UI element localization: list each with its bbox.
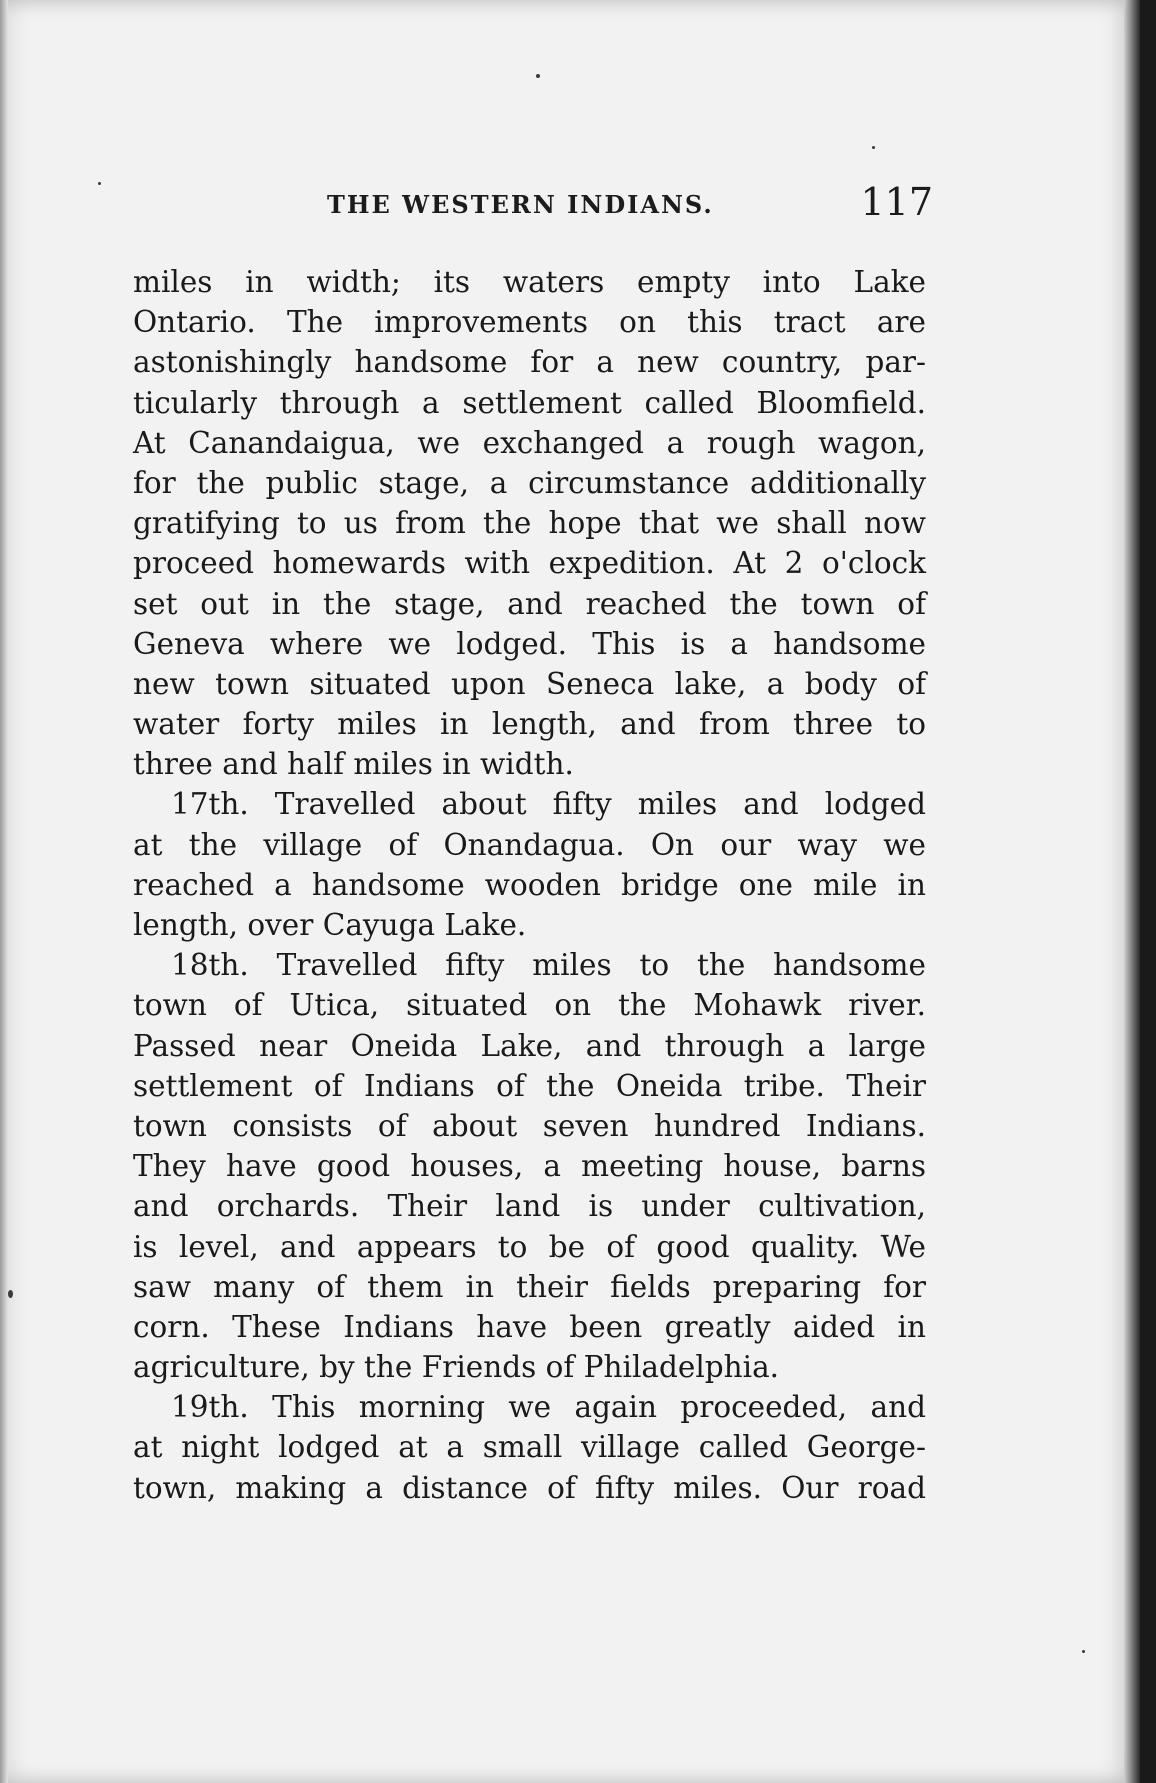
text-line: miles in width; its waters empty into Lake bbox=[133, 265, 926, 299]
paper-speck bbox=[1082, 1650, 1085, 1653]
text-line: Geneva where we lodged. This is a handsome bbox=[133, 626, 926, 661]
text-line: settlement of Indians of the Oneida tribe. Their bbox=[133, 1068, 926, 1103]
text-line: town consists of about seven hundred Indians. bbox=[133, 1108, 926, 1143]
paragraph-start-line: 17th. Travelled about fifty miles and lodged bbox=[171, 787, 926, 822]
text-line: saw many of them in their fields preparing for bbox=[133, 1269, 926, 1304]
text-line: astonishingly handsome for a new country, par- bbox=[133, 345, 926, 380]
text-line: At Canandaigua, we exchanged a rough wagon, bbox=[133, 425, 926, 460]
paragraph-end-line: three and half miles in width. bbox=[133, 747, 574, 782]
paper-speck bbox=[98, 182, 101, 185]
text-line: ticularly through a settlement called Bloomfield. bbox=[133, 385, 926, 420]
text-line: gratifying to us from the hope that we shall now bbox=[133, 506, 926, 541]
text-line: water forty miles in length, and from three to bbox=[133, 707, 926, 742]
text-line: set out in the stage, and reached the town of bbox=[133, 586, 926, 621]
page-edge-shadow bbox=[1124, 0, 1140, 1783]
paper-speck bbox=[8, 1290, 13, 1298]
text-line: at the village of Onandagua. On our way we bbox=[133, 827, 926, 862]
text-line: Ontario. The improvements on this tract are bbox=[133, 305, 926, 340]
running-head bbox=[133, 180, 933, 226]
paper-speck bbox=[536, 74, 540, 78]
text-line: proceed homewards with expedition. At 2 o'clock bbox=[133, 546, 926, 581]
text-line: at night lodged at a small village called George- bbox=[133, 1430, 926, 1465]
text-line: Passed near Oneida Lake, and through a large bbox=[133, 1028, 926, 1063]
text-line: for the public stage, a circumstance additionally bbox=[133, 465, 926, 500]
text-line: town, making a distance of fifty miles. Our road bbox=[133, 1470, 926, 1505]
paragraph-end-line: agriculture, by the Friends of Philadelphia. bbox=[133, 1350, 780, 1385]
running-title: THE WESTERN INDIANS. bbox=[327, 190, 714, 219]
paragraph-end-line: length, over Cayuga Lake. bbox=[133, 908, 527, 942]
paragraph-start-line: 18th. Travelled fifty miles to the handsome bbox=[171, 948, 926, 983]
text-line: They have good houses, a meeting house, barns bbox=[133, 1149, 926, 1184]
text-line: reached a handsome wooden bridge one mile in bbox=[133, 867, 926, 902]
text-line: is level, and appears to be of good quality. We bbox=[133, 1229, 926, 1264]
paragraph-start-line: 19th. This morning we again proceeded, and bbox=[171, 1390, 926, 1425]
paper-speck bbox=[872, 146, 875, 149]
text-line: corn. These Indians have been greatly aided in bbox=[133, 1309, 926, 1344]
body-text bbox=[133, 262, 926, 1508]
page-gutter bbox=[0, 0, 8, 1783]
text-line: town of Utica, situated on the Mohawk river. bbox=[133, 988, 926, 1023]
text-line: and orchards. Their land is under cultivation, bbox=[133, 1189, 926, 1224]
page-number: 117 bbox=[860, 180, 933, 224]
text-line: new town situated upon Seneca lake, a body of bbox=[133, 666, 926, 701]
